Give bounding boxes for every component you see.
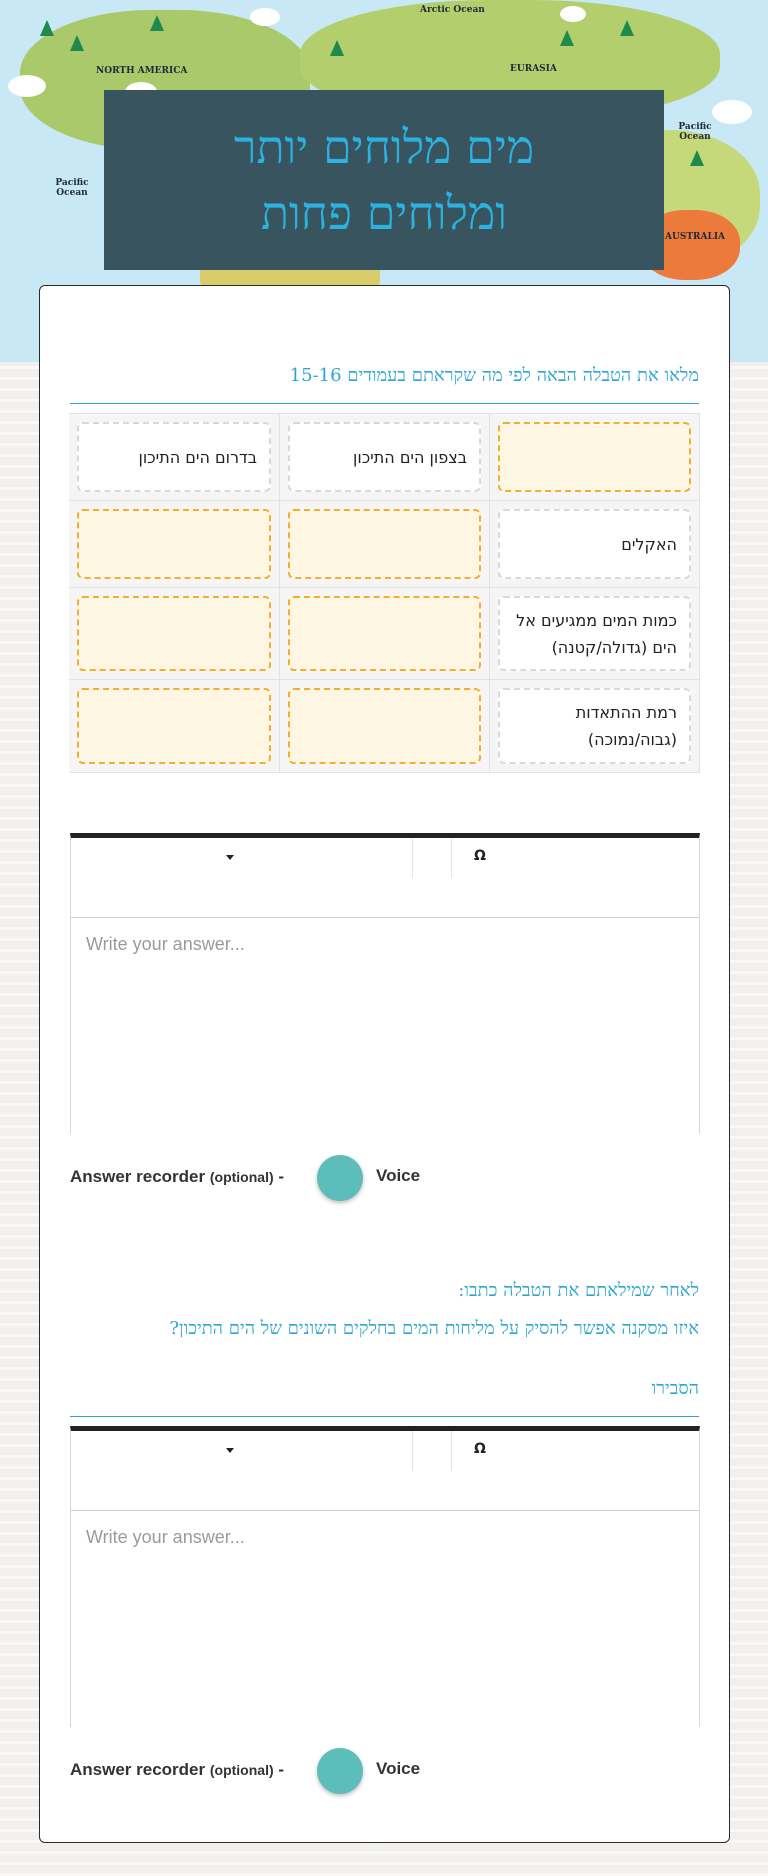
dropdown-caret-icon[interactable] (226, 855, 234, 860)
map-label-north-america: NORTH AMERICA (96, 66, 188, 76)
special-characters-button[interactable]: Ω (474, 848, 486, 864)
drop-zone[interactable] (77, 688, 271, 764)
table-cell (69, 501, 279, 588)
question-explain: הסבירו (651, 1378, 699, 1399)
table-cell (279, 501, 489, 588)
map-label-pacific-left: Pacific Ocean (55, 178, 89, 198)
table-cell (69, 680, 279, 772)
dropdown-caret-icon[interactable] (226, 1448, 234, 1453)
tree-icon (150, 15, 164, 31)
drop-zone[interactable] (288, 688, 481, 764)
tree-icon (40, 20, 54, 36)
divider (70, 1416, 699, 1417)
cloud-icon (250, 8, 280, 26)
table-cell (279, 680, 489, 772)
recorder-label (70, 1167, 284, 1187)
drop-zone[interactable] (77, 509, 271, 579)
table-cell (489, 414, 699, 501)
drop-zone[interactable] (288, 509, 481, 579)
map-label-australia: AUSTRALIA (665, 232, 726, 242)
question-intro: לאחר שמילאתם את הטבלה כתבו: (458, 1280, 699, 1301)
record-button[interactable] (317, 1748, 363, 1794)
table-cell (489, 588, 699, 680)
row-label-evaporation: רמת ההתאדות (גבוה/נמוכה) (498, 688, 691, 764)
drop-zone[interactable] (288, 596, 481, 671)
row-label-climate: האקלים (498, 509, 691, 579)
editor-toolbar (71, 838, 699, 918)
recorder-dash: - (278, 1760, 285, 1779)
fill-in-table (70, 413, 700, 773)
cloud-icon (560, 6, 586, 22)
header-north: בצפון הים התיכון (288, 422, 481, 492)
tree-icon (620, 20, 634, 36)
divider (70, 403, 699, 404)
header-south: בדרום הים התיכון (77, 422, 271, 492)
map-label-arctic: Arctic Ocean (420, 5, 485, 15)
table-cell (279, 414, 489, 501)
toolbar-separator (451, 1431, 452, 1471)
answer-input[interactable] (71, 918, 699, 1134)
toolbar-separator (412, 1431, 413, 1471)
voice-label: Voice (376, 1759, 421, 1778)
answer-input[interactable] (71, 1511, 699, 1727)
recorder-label-text: Answer recorder (70, 1760, 206, 1779)
recorder-optional-text: (optional) (209, 1762, 274, 1778)
recorder-label-text: Answer recorder (70, 1167, 206, 1186)
drop-zone[interactable] (498, 422, 691, 492)
record-button[interactable] (317, 1155, 363, 1201)
voice-label: Voice (376, 1166, 421, 1185)
cloud-icon (712, 100, 752, 124)
row-label-water-amount: כמות המים ממגיעים אל הים (גדולה/קטנה) (498, 596, 691, 671)
table-instruction: מלאו את הטבלה הבאה לפי מה שקראתם בעמודים 15-16 (289, 365, 699, 386)
toolbar-separator (412, 838, 413, 878)
answer-recorder (70, 1155, 470, 1201)
answer-editor (70, 833, 700, 1134)
title-line-1: מים מלוחים יותר (233, 120, 535, 174)
table-cell (69, 588, 279, 680)
tree-icon (330, 40, 344, 56)
tree-icon (560, 30, 574, 46)
answer-editor (70, 1426, 700, 1727)
toolbar-separator (451, 838, 452, 878)
table-cell (489, 501, 699, 588)
table-cell (69, 414, 279, 501)
special-characters-button[interactable]: Ω (474, 1441, 486, 1457)
title-line-2: ומלוחים פחות (260, 186, 508, 240)
tree-icon (70, 35, 84, 51)
recorder-optional-text: (optional) (209, 1169, 274, 1185)
cloud-icon (8, 75, 46, 97)
editor-toolbar (71, 1431, 699, 1511)
table-cell (279, 588, 489, 680)
map-label-eurasia: EURASIA (510, 64, 557, 74)
worksheet-card (39, 285, 730, 1843)
recorder-label (70, 1760, 284, 1780)
recorder-dash: - (278, 1167, 285, 1186)
map-label-pacific-right: Pacific Ocean (678, 122, 712, 142)
tree-icon (690, 150, 704, 166)
table-cell (489, 680, 699, 772)
drop-zone[interactable] (77, 596, 271, 671)
page-title (104, 90, 664, 270)
question-text: איזו מסקנה אפשר להסיק על מליחות המים בחלקים השונים של הים התיכון? (169, 1318, 699, 1339)
answer-recorder (70, 1748, 470, 1794)
